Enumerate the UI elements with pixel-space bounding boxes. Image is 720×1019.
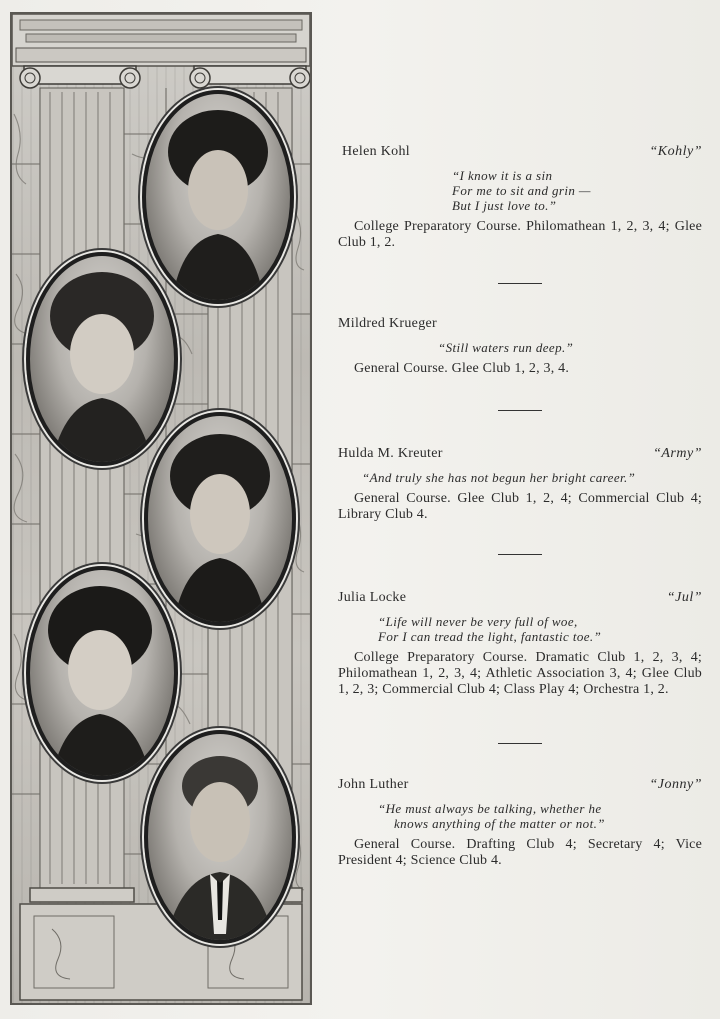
quote-line: For me to sit and grin — [452, 183, 591, 198]
student-activities: General Course. Drafting Club 4; Secretary 4; Vice President 4; Science Club 4. [338, 837, 702, 868]
quote-line: knows anything of the matter or not.” [394, 816, 605, 831]
senior-entry-john-luther [338, 777, 702, 869]
quote-line: “He must always be talking, whether he [378, 801, 602, 816]
student-activities: General Course. Glee Club 1, 2, 3, 4. [354, 361, 570, 376]
quote-line: But I just love to.” [452, 198, 557, 213]
student-nickname: “Jonny” [649, 777, 702, 792]
student-name: John Luther [338, 777, 409, 792]
senior-entry-hulda-kreuter [338, 446, 702, 523]
quote-line: “Still waters run deep.” [438, 340, 574, 355]
student-quote [378, 614, 702, 644]
senior-entry-helen-kohl [338, 144, 702, 251]
student-quote [438, 340, 702, 355]
quote-line: “And truly she has not begun her bright career.” [362, 470, 636, 485]
entry-divider [498, 283, 542, 284]
quote-line: “I know it is a sin [452, 168, 553, 183]
student-quote [362, 470, 702, 485]
student-activities: College Preparatory Course. Philomathean 1, 2, 3, 4; Glee Club 1, 2. [338, 219, 702, 250]
quote-line: “Life will never be very full of woe, [378, 614, 578, 629]
entry-divider [498, 410, 542, 411]
student-quote [452, 168, 702, 213]
student-nickname: “Jul” [666, 590, 702, 605]
student-name: Mildred Krueger [338, 316, 437, 331]
student-name: Helen Kohl [342, 144, 410, 159]
portrait-john-luther [144, 730, 296, 944]
quote-line: For I can tread the light, fantastic toe.” [378, 629, 602, 644]
decorative-column-panel [10, 12, 312, 1005]
entry-divider [498, 743, 542, 744]
student-nickname: “Kohly” [649, 144, 702, 159]
senior-entry-mildred-krueger [338, 316, 702, 377]
student-name: Hulda M. Kreuter [338, 446, 443, 461]
student-activities: College Preparatory Course. Dramatic Club 1, 2, 3, 4; Philomathean 1, 2, 3, 4; Athletic Association 3, 4; Glee Club 1, 2, 3; Commercial Club 4; Class Play 4; Orchestra 1, 2. [338, 650, 702, 697]
student-activities: General Course. Glee Club 1, 2, 4; Commercial Club 4; Library Club 4. [338, 491, 702, 522]
student-name: Julia Locke [338, 590, 407, 605]
person-silhouette-icon [148, 734, 292, 940]
entry-divider [498, 554, 542, 555]
student-quote [378, 801, 702, 831]
student-nickname: “Army” [653, 446, 702, 461]
senior-entry-julia-locke [338, 590, 702, 698]
